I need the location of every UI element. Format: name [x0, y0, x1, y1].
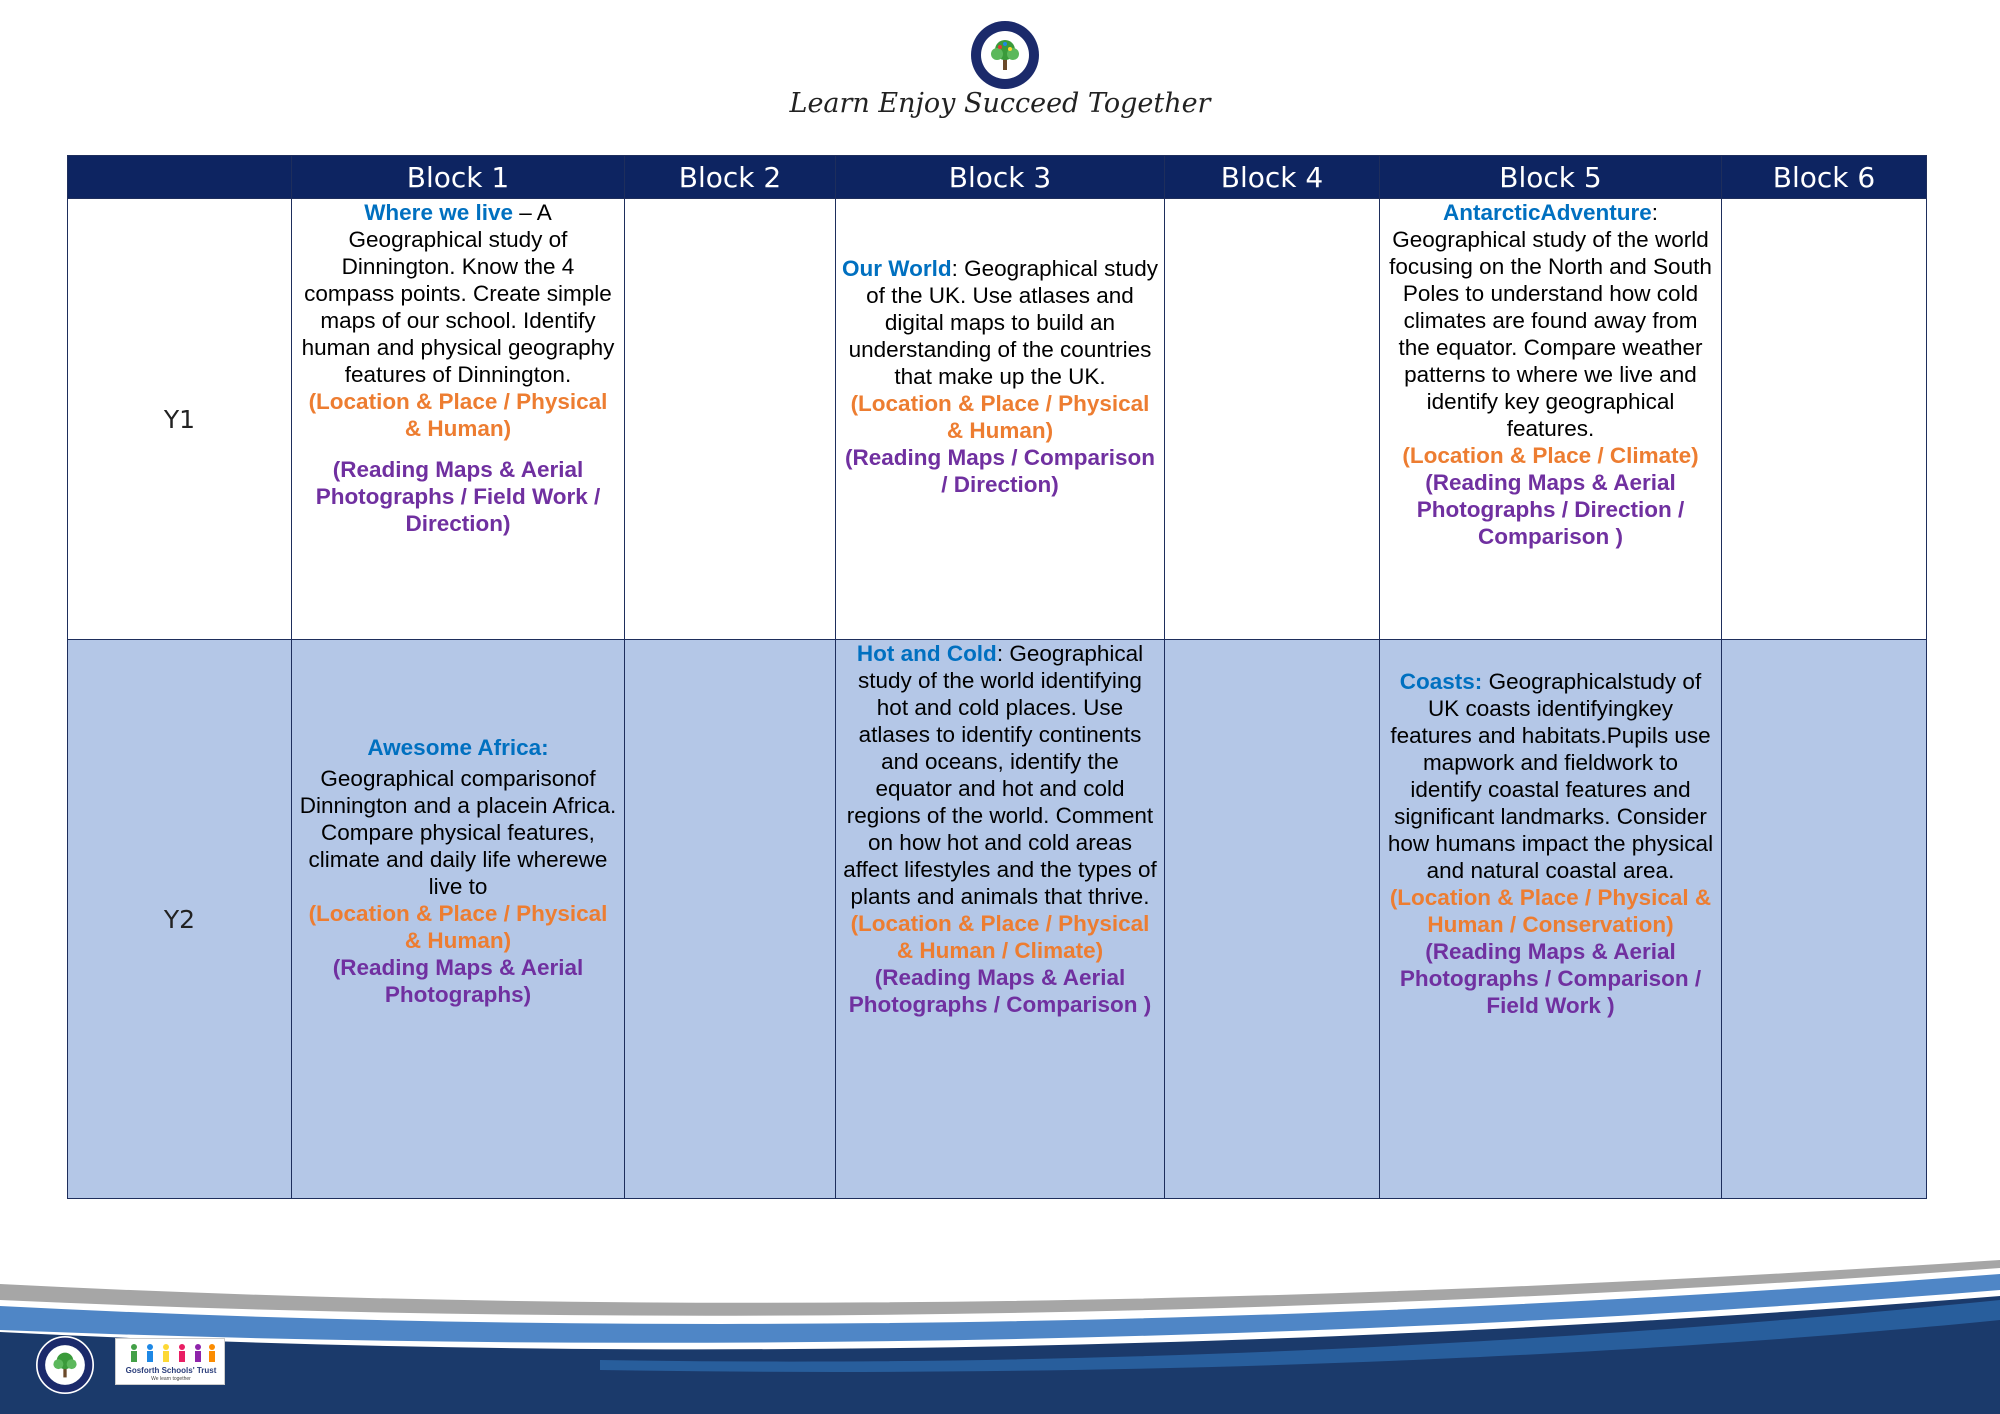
year-label: Y2	[68, 640, 292, 1199]
table-row-y2	[68, 640, 1927, 1199]
y1-block-3-cell	[836, 199, 1165, 640]
topic-concepts: (Location & Place / Physical & Human)	[308, 901, 608, 953]
topic-title: Awesome Africa:	[367, 735, 549, 760]
column-header-block-5: Block 5	[1380, 156, 1722, 199]
y1-block-4-cell	[1165, 199, 1380, 640]
children-figures-icon	[124, 1343, 218, 1363]
topic-description: Geographical comparisonof Dinnington and a placein Africa. Compare physical features, climate and daily life wherewe live to	[299, 766, 617, 899]
topic-description: : Geographical study of the UK. Use atlases and digital maps to build an understanding of the countries that make up the UK.	[848, 256, 1158, 389]
topic-concepts: (Location & Place / Physical & Human)	[308, 389, 608, 441]
column-header-block-3: Block 3	[836, 156, 1165, 199]
topic-title: Where we live	[364, 200, 513, 225]
y1-block-1-cell	[292, 199, 625, 640]
topic-concepts: (Location & Place / Physical & Human / Conservation)	[1389, 885, 1712, 937]
topic-title: Our World	[842, 256, 952, 281]
trust-name: Gosforth Schools' Trust	[125, 1366, 217, 1375]
trust-tagline: We learn together	[151, 1376, 191, 1382]
topic-skills: (Reading Maps / Comparison / Direction)	[844, 445, 1156, 497]
header-row	[68, 156, 1927, 199]
footer-school-logo	[36, 1336, 94, 1394]
y2-block-6-cell	[1722, 640, 1927, 1199]
y1-block-5-cell	[1380, 199, 1722, 640]
school-logo	[970, 20, 1040, 90]
y2-block-1-cell	[292, 640, 625, 1199]
y2-block-3-cell	[836, 640, 1165, 1199]
y2-block-4-cell	[1165, 640, 1380, 1199]
topic-title: Coasts:	[1399, 669, 1483, 694]
topic-skills: (Reading Maps & Aerial Photographs / Comparison / Field Work )	[1399, 939, 1702, 1018]
trust-logo	[115, 1338, 225, 1385]
geography-plan-table	[67, 155, 1927, 1199]
topic-description: : Geographical study of the world focusing on the North and South Poles to understand how cold climates are found away from the equator. Compare weather patterns to where we live and identify key geographical features.	[1389, 200, 1712, 441]
topic-skills: (Reading Maps & Aerial Photographs / Field Work / Direction)	[315, 457, 601, 536]
y2-block-2-cell	[625, 640, 836, 1199]
school-motto: Learn Enjoy Succeed Together	[789, 88, 1211, 119]
footer-swoosh	[0, 1260, 2000, 1414]
topic-skills: (Reading Maps & Aerial Photographs / Comparison )	[848, 965, 1152, 1017]
topic-skills: (Reading Maps & Aerial Photographs / Direction / Comparison )	[1416, 470, 1685, 549]
topic-description: : Geographical study of the world identifying hot and cold places. Use atlases to identify continents and oceans, identify the equator and hot and cold regions of the world. Comment on how hot and cold areas affect lifestyles and the types of plants and animals that thrive.	[843, 641, 1157, 909]
topic-description: – A Geographical study of Dinnington. Know the 4 compass points. Create simple maps of our school. Identify human and physical geography features of Dinnington.	[301, 200, 615, 387]
column-header-empty	[68, 156, 292, 199]
column-header-block-4: Block 4	[1165, 156, 1380, 199]
year-label: Y1	[68, 199, 292, 640]
topic-concepts: (Location & Place / Physical & Human / Climate)	[850, 911, 1150, 963]
y1-block-2-cell	[625, 199, 836, 640]
y2-block-5-cell	[1380, 640, 1722, 1199]
column-header-block-1: Block 1	[292, 156, 625, 199]
table-row-y1	[68, 199, 1927, 640]
topic-concepts: (Location & Place / Climate)	[1402, 443, 1699, 468]
column-header-block-2: Block 2	[625, 156, 836, 199]
topic-concepts: (Location & Place / Physical & Human)	[850, 391, 1150, 443]
topic-description: Geographicalstudy of UK coasts identifyingkey features and habitats.Pupils use mapwork and fieldwork to identify coastal features and significant landmarks. Consider how humans impact the physical and natural coastal area.	[1387, 669, 1714, 883]
topic-title: Hot and Cold	[856, 641, 997, 666]
column-header-block-6: Block 6	[1722, 156, 1927, 199]
topic-skills: (Reading Maps & Aerial Photographs)	[332, 955, 584, 1007]
topic-title: AntarcticAdventure	[1442, 200, 1652, 225]
y1-block-6-cell	[1722, 199, 1927, 640]
